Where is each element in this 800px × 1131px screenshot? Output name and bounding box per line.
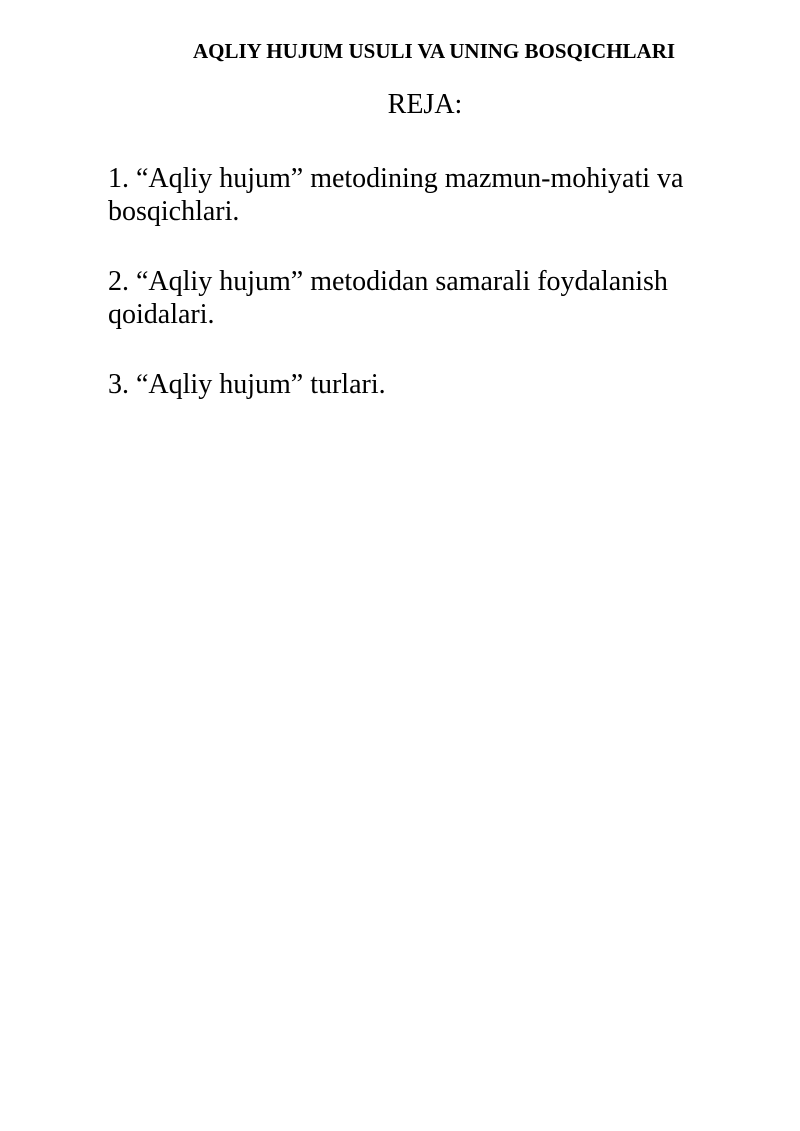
document-title: AQLIY HUJUM USULI VA UNING BOSQICHLARI <box>192 39 676 63</box>
plan-item-3: 3. “Aqliy hujum” turlari. <box>108 369 386 400</box>
plan-item-2: 2. “Aqliy hujum” metodidan samarali foydalanish qoidalari. <box>108 266 668 330</box>
plan-item-1: 1. “Aqliy hujum” metodining mazmun-mohiyati va bosqichlari. <box>108 163 684 227</box>
plan-heading: REJA: <box>387 89 463 120</box>
plan-list <box>108 162 733 438</box>
